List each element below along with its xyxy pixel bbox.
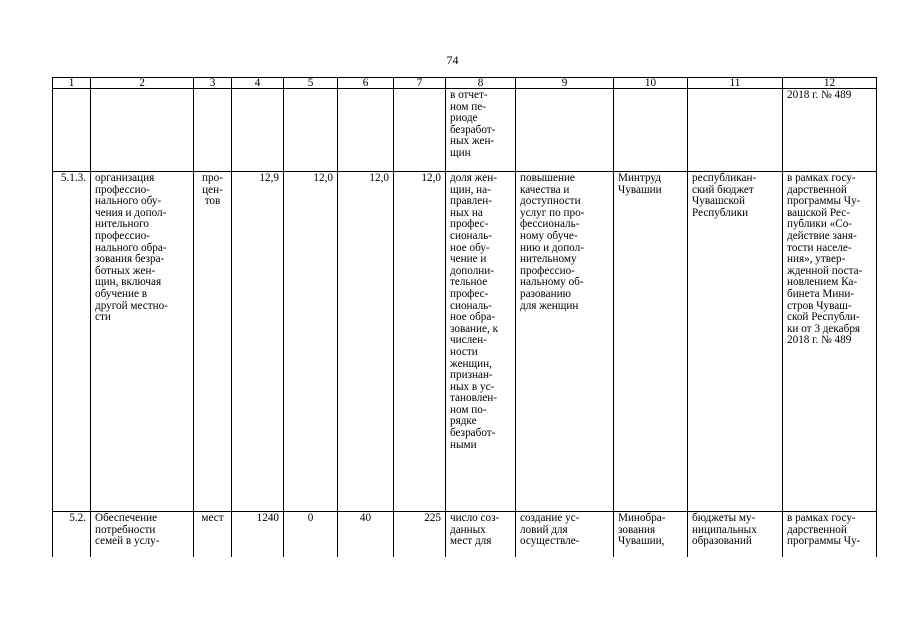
- column-number: 1: [53, 78, 91, 89]
- indicator: число соз- данных мест для: [446, 512, 516, 557]
- column-number: 3: [194, 78, 232, 89]
- column-number: 9: [516, 78, 614, 89]
- column-number: 6: [338, 78, 394, 89]
- funding-source: республикан- ский бюджет Чувашской Республики: [688, 172, 783, 512]
- column-number: 4: [232, 78, 284, 89]
- column-number: 11: [688, 78, 783, 89]
- column-number: 7: [394, 78, 446, 89]
- row-number: 5.1.3.: [53, 172, 91, 512]
- measures-table: [52, 77, 877, 557]
- table-row: [53, 512, 877, 557]
- column-number: 8: [446, 78, 516, 89]
- unit: [194, 89, 232, 172]
- expected-result: создание ус- ловий для осуществле-: [516, 512, 614, 557]
- row-number: 5.2.: [53, 512, 91, 557]
- column-number: 5: [284, 78, 338, 89]
- unit: мест: [194, 512, 232, 557]
- expected-result: [516, 89, 614, 172]
- value-cell: 12,0: [284, 172, 338, 512]
- measure-name: организация профессио- нального обу- чения и допол- нительного профессио- нального обра- зования безра- ботных жен- щин, включая обучение в другой местно- сти: [91, 172, 194, 512]
- value-cell: 0: [284, 512, 338, 557]
- value-cell: 1240: [232, 512, 284, 557]
- indicator: доля жен- щин, на- правлен- ных на профес- сиональ- ное обу- чение и дополни- тельное профес- сиональ- ное обра- зование, к числен- ности женщин, признан- ных в ус- тановлен- ном по- рядке безработ- ными: [446, 172, 516, 512]
- page-number: 74: [446, 53, 459, 67]
- value-cell: 12,0: [338, 172, 394, 512]
- responsible: Минтруд Чувашии: [614, 172, 688, 512]
- measure-name: Обеспечение потребности семей в услу-: [91, 512, 194, 557]
- value-cell: 12,9: [232, 172, 284, 512]
- value-cell: [394, 89, 446, 172]
- column-number: 12: [783, 78, 877, 89]
- row-number: [53, 89, 91, 172]
- value-cell: 12,0: [394, 172, 446, 512]
- responsible: [614, 89, 688, 172]
- value-cell: [232, 89, 284, 172]
- funding-source: бюджеты му- ниципальных образований: [688, 512, 783, 557]
- column-number: 2: [91, 78, 194, 89]
- responsible: Минобра- зования Чувашии,: [614, 512, 688, 557]
- column-number: 10: [614, 78, 688, 89]
- column-number-row: [53, 78, 877, 89]
- value-cell: [338, 89, 394, 172]
- note: 2018 г. № 489: [783, 89, 877, 172]
- value-cell: 40: [338, 512, 394, 557]
- table-row: [53, 172, 877, 512]
- unit: про- цен- тов: [194, 172, 232, 512]
- value-cell: [284, 89, 338, 172]
- note: в рамках госу- дарственной программы Чу-: [783, 512, 877, 557]
- value-cell: 225: [394, 512, 446, 557]
- funding-source: [688, 89, 783, 172]
- measure-name: [91, 89, 194, 172]
- expected-result: повышение качества и доступности услуг по про- фессиональ- ному обуче- нию и допол- нительному профессио- нальному об- разованию для женщин: [516, 172, 614, 512]
- note: в рамках госу- дарственной программы Чу- вашской Рес- публики «Со- действие заня- тости населе- ния», утвер- жденной поста- новлением Ка- бинета Мини- стров Чуваш- ской Республи- ки от 3 декабря 2018 г. № 489: [783, 172, 877, 512]
- table-row: [53, 89, 877, 172]
- indicator: в отчет- ном пе- риоде безработ- ных жен- щин: [446, 89, 516, 172]
